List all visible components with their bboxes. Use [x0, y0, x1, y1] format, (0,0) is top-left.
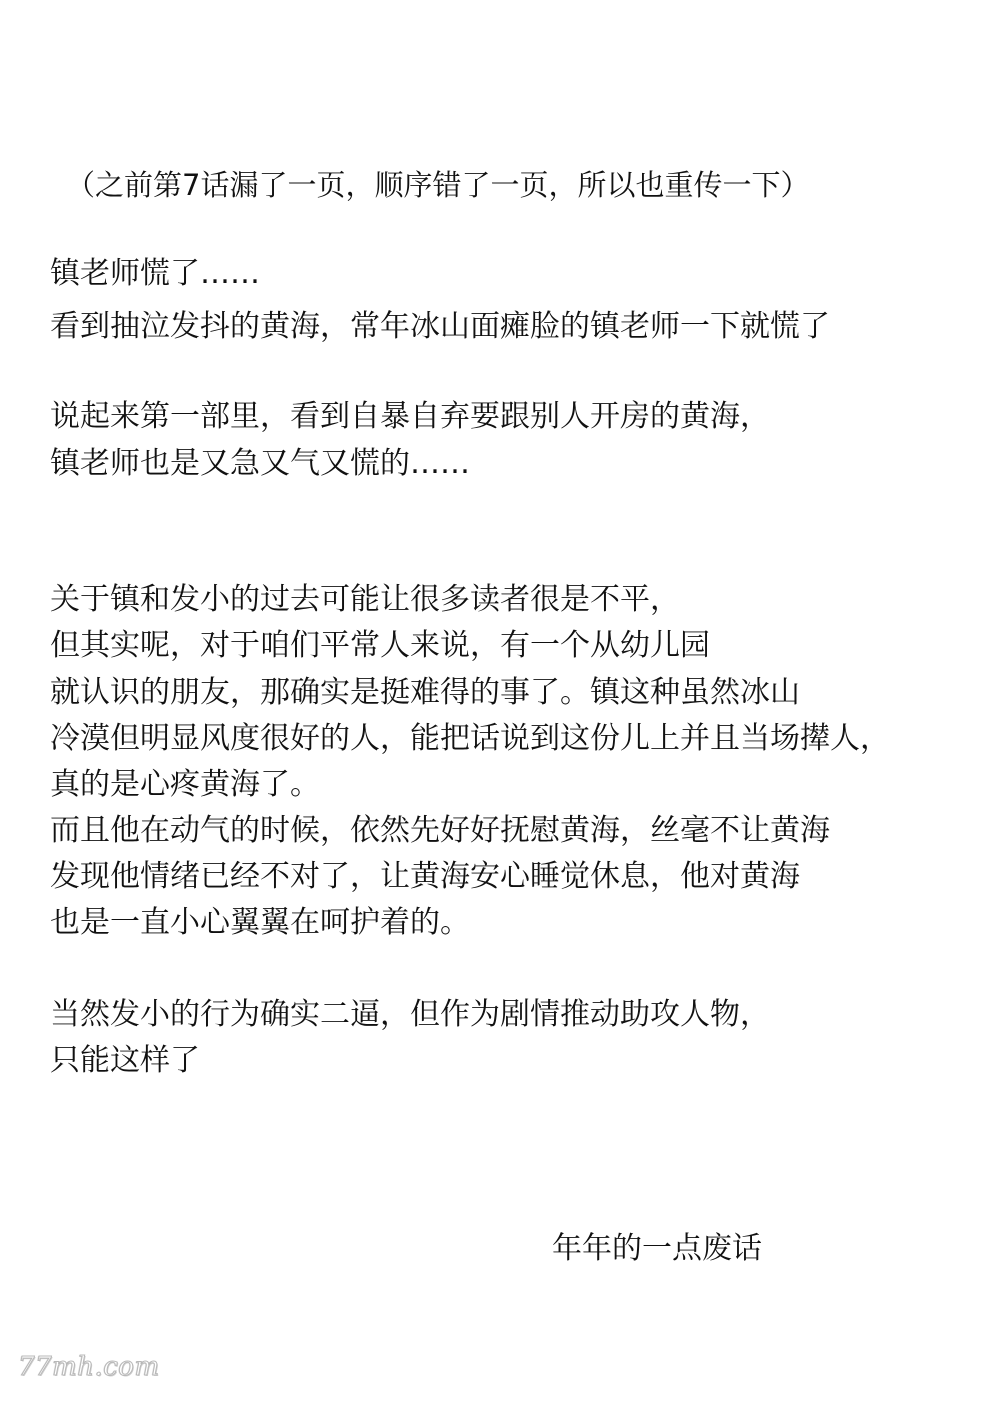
- text-line: 发现他情绪已经不对了，让黄海安心睡觉休息，他对黄海: [50, 859, 800, 894]
- text-line: 镇老师也是又急又气又慌的……: [50, 446, 470, 481]
- text-line: 而且他在动气的时候，依然先好好抚慰黄海，丝毫不让黄海: [50, 813, 830, 848]
- text-line: 镇老师慌了……: [50, 256, 260, 291]
- text-line: 但其实呢，对于咱们平常人来说，有一个从幼儿园: [50, 628, 710, 663]
- author-signature: 年年的一点废话: [552, 1231, 762, 1266]
- site-watermark: 77mh.com: [18, 1352, 160, 1382]
- text-line: 就认识的朋友，那确实是挺难得的事了。镇这种虽然冰山: [50, 675, 800, 710]
- text-line: 看到抽泣发抖的黄海，常年冰山面瘫脸的镇老师一下就慌了: [50, 309, 830, 344]
- text-line: 关于镇和发小的过去可能让很多读者很是不平，: [50, 582, 680, 617]
- text-line: 只能这样了: [50, 1043, 200, 1078]
- text-line: 说起来第一部里，看到自暴自弃要跟别人开房的黄海，: [50, 399, 770, 434]
- text-line: 当然发小的行为确实二逼，但作为剧情推动助攻人物，: [50, 997, 770, 1032]
- text-line: 也是一直小心翼翼在呵护着的。: [50, 905, 470, 940]
- text-line: 冷漠但明显风度很好的人，能把话说到这份儿上并且当场撵人，: [50, 721, 890, 756]
- text-line: 真的是心疼黄海了。: [50, 767, 320, 802]
- reupload-note: （之前第7话漏了一页，顺序错了一页，所以也重传一下）: [66, 168, 810, 202]
